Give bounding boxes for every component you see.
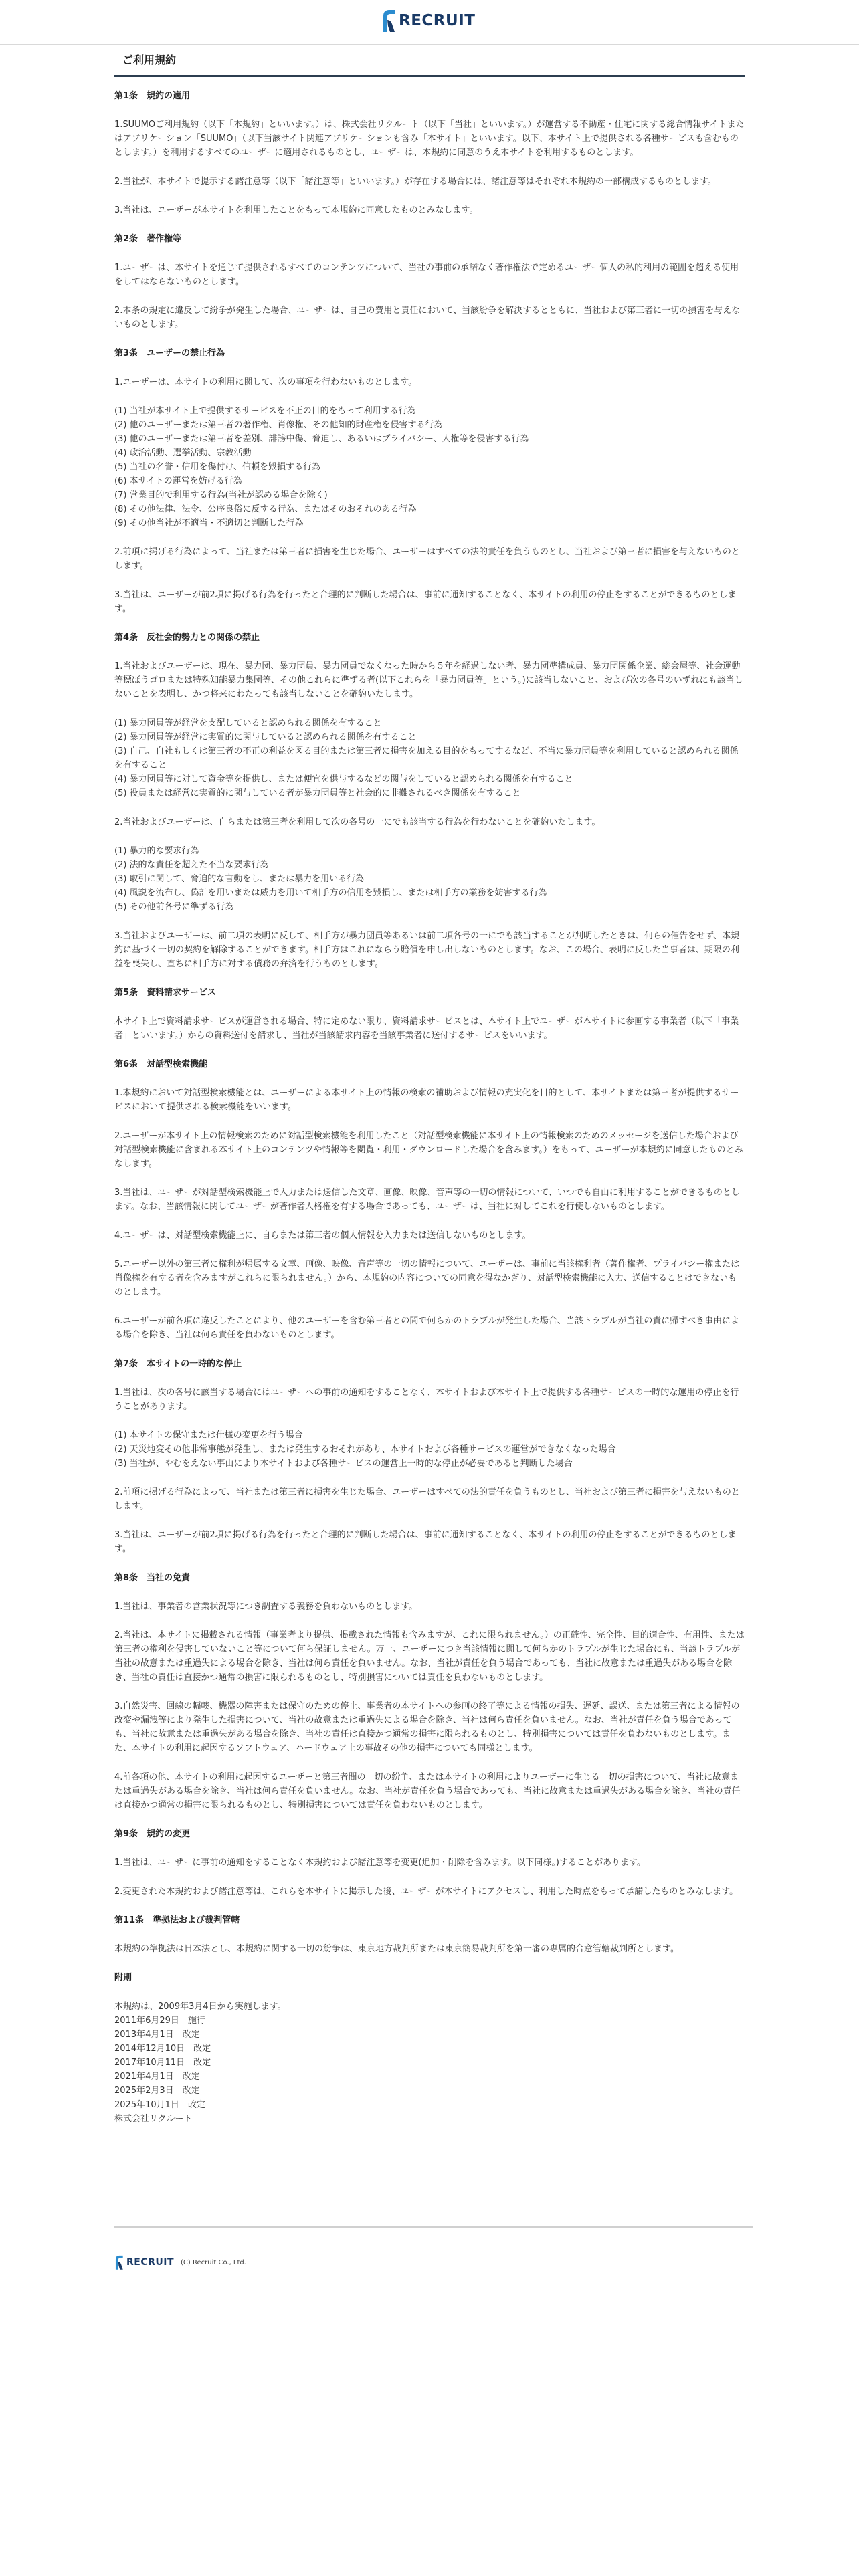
revision-history bbox=[114, 2000, 745, 2126]
paragraph: 本サイト上で資料請求サービスが運営される場合、特に定めない限り、資料請求サービスとは、本サイト上でユーザーが本サイトに参画する事業者（以下「事業者」といいます。）からの資料送付を請求し、当社が当該請求内容を当該事業者に送付するサービスをいいます。 bbox=[114, 1016, 739, 1041]
article-title: 第11条 準拠法および裁判管轄 bbox=[114, 1915, 240, 1925]
copyright-text: (C) Recruit Co., Ltd. bbox=[181, 2258, 246, 2266]
list-item: (2) 天災地変その他非常事態が発生し、または発生するおそれがあり、本サイトおよび各種サービスの運営ができなくなった場合 bbox=[114, 1444, 616, 1455]
supplementary-title: 附則 bbox=[114, 1973, 132, 1983]
paragraph: 3.自然災害、回線の輻輳、機器の障害または保守のための停止、事業者の本サイトへの参画の終了等による情報の損失、遅延、誤送、または第三者による情報の改変や漏洩等により発生した損害について、当社の故意または重過失による場合を除き、当社は何ら責任を負いません。なお、当社が責任を負う場合であっても、当社に故意または重過失がある場合を除き、当社の責任は直接かつ通常の損害に限られるものとし、特別損害については責任を負わないものとします。また、本サイトの利用に起因するソフトウェア、ハードウェア上の事故その他の損害についても同様とします。 bbox=[114, 1701, 740, 1753]
paragraph: 5.ユーザー以外の第三者に権利が帰属する文章、画像、映像、音声等の一切の情報について、ユーザーは、事前に当該権利者（著作権者、プライバシー権または肖像権を有する者を含みますがこれらに限られません。）から、本規約の内容についての同意を得なかぎり、対話型検索機能に入力、送信することはできないものとします。 bbox=[114, 1259, 740, 1297]
paragraph: 1.当社は、次の各号に該当する場合にはユーザーへの事前の通知をすることなく、本サイトおよび本サイト上で提供する各種サービスの一時的な運用の停止を行うことがあります。 bbox=[114, 1388, 739, 1412]
top-header bbox=[0, 0, 859, 45]
paragraph: 2.当社およびユーザーは、自らまたは第三者を利用して次の各号の一にでも該当する行為を行わないことを確約いたします。 bbox=[114, 817, 601, 827]
article-title: 第4条 反社会的勢力との関係の禁止 bbox=[114, 633, 260, 643]
terms-article bbox=[114, 1057, 745, 1342]
footer-logo[interactable] bbox=[114, 2254, 246, 2270]
article-title: 第8条 当社の免責 bbox=[114, 1573, 191, 1583]
paragraph: 3.当社およびユーザーは、前二項の表明に反して、相手方が暴力団員等あるいは前二項各号の一にでも該当することが判明したときは、何らの催告をせず、本規約に基づく一切の契約を解除することができます。相手方はこれにならう賠償を申し出しないものとします。なお、この場合、表明に反した当事者は、期限の利益を喪失し、直ちに相手方に対する債務の弁済を行うものとします。 bbox=[114, 931, 740, 969]
item-list bbox=[114, 404, 745, 530]
terms-article bbox=[114, 1827, 745, 1899]
list-item: (1) 暴力団員等が経営を支配していると認められる関係を有すること bbox=[114, 718, 382, 728]
list-item: (3) 他のユーザーまたは第三者を差別、誹謗中傷、脅迫し、あるいはプライバシー、人権等を侵害する行為 bbox=[114, 434, 529, 444]
footer-logo-text: RECRUIT bbox=[126, 2257, 175, 2268]
list-item: (2) 暴力団員等が経営に実質的に関与していると認められる関係を有すること bbox=[114, 732, 417, 742]
recruit-logo-mark-icon bbox=[114, 2254, 124, 2270]
article-title: 第6条 対話型検索機能 bbox=[114, 1059, 208, 1069]
item-list bbox=[114, 1428, 745, 1471]
list-item: (3) 当社が、やむをえない事由により本サイトおよび各種サービスの運営上一時的な停止が必要であると判断した場合 bbox=[114, 1459, 573, 1469]
terms-article bbox=[114, 89, 745, 217]
revision-line: 2025年10月1日 改定 bbox=[114, 2100, 205, 2110]
revision-line: 株式会社リクルート bbox=[114, 2114, 193, 2124]
terms-article bbox=[114, 1571, 745, 1812]
paragraph: 6.ユーザーが前各項に違反したことにより、他のユーザーを含む第三者との間で何らかのトラブルが発生した場合、当該トラブルが当社の責に帰すべき事由による場合を除き、当社は何ら責任を負わないものとします。 bbox=[114, 1316, 740, 1340]
terms-article bbox=[114, 1357, 745, 1556]
paragraph: 3.当社は、ユーザーが前2項に掲げる行為を行ったと合理的に判断した場合は、事前に通知することなく、本サイトの利用の停止をすることができるものとします。 bbox=[114, 590, 737, 614]
list-item: (3) 取引に関して、脅迫的な言動をし、または暴力を用いる行為 bbox=[114, 874, 365, 884]
recruit-logo-text: RECRUIT bbox=[399, 12, 476, 29]
article-title: 第5条 資料請求サービス bbox=[114, 988, 217, 998]
revision-line: 2014年12月10日 改定 bbox=[114, 2044, 211, 2054]
list-item: (6) 本サイトの運営を妨げる行為 bbox=[114, 476, 242, 486]
list-item: (5) その他前各号に準ずる行為 bbox=[114, 902, 234, 912]
paragraph: 2.当社が、本サイトで提示する諸注意等（以下「諸注意等」といいます。）が存在する場合には、諸注意等はそれぞれ本規約の一部構成するものとします。 bbox=[114, 177, 717, 187]
revision-line: 本規約は、2009年3月4日から実施します。 bbox=[114, 2002, 286, 2012]
paragraph: 1.当社およびユーザーは、現在、暴力団、暴力団員、暴力団員でなくなった時から５年を経過しない者、暴力団準構成員、暴力団関係企業、総会屋等、社会運動等標ぼうゴロまたは特殊知能暴力集団等、その他これらに準ずる者(以下これらを「暴力団員等」という。)に該当しないこと、および次の各号のいずれにも該当しないことを表明し、かつ将来にわたっても該当しないことを確約いたします。 bbox=[114, 661, 743, 700]
list-item: (4) 暴力団員等に対して資金等を提供し、または便宜を供与するなどの関与をしていると認められる関係を有すること bbox=[114, 774, 573, 784]
main-content bbox=[114, 44, 745, 2133]
article-title: 第7条 本サイトの一時的な停止 bbox=[114, 1359, 242, 1369]
list-item: (7) 営業目的で利用する行為(当社が認める場合を除く) bbox=[114, 490, 328, 500]
list-item: (1) 暴力的な要求行為 bbox=[114, 846, 199, 856]
list-item: (1) 本サイトの保守または仕様の変更を行う場合 bbox=[114, 1430, 303, 1440]
recruit-logo[interactable] bbox=[381, 8, 475, 33]
article-title: 第9条 規約の変更 bbox=[114, 1829, 191, 1839]
list-item: (4) 政治活動、選挙活動、宗教活動 bbox=[114, 448, 252, 458]
revision-line: 2017年10月11日 改定 bbox=[114, 2058, 211, 2068]
list-item: (5) 役員または経営に実質的に関与している者が暴力団員等と社会的に非難されるべき関係を有すること bbox=[114, 788, 521, 798]
footer-divider bbox=[114, 2226, 753, 2228]
terms-article bbox=[114, 986, 745, 1043]
terms-article bbox=[114, 631, 745, 971]
article-title: 第1条 規約の適用 bbox=[114, 91, 191, 101]
paragraph: 4.ユーザーは、対話型検索機能上に、自らまたは第三者の個人情報を入力または送信しないものとします。 bbox=[114, 1230, 531, 1241]
paragraph: 2.ユーザーが本サイト上の情報検索のために対話型検索機能を利用したこと（対話型検索機能に本サイト上の情報検索のためのメッセージを送信した場合および対話型検索機能に含まれる本サイト上のコンテンツや情報等を閲覧・利用・ダウンロードした場合を含みます。）をもって、ユーザーが本規約に同意したものとみなします。 bbox=[114, 1131, 743, 1169]
page-title: ご利用規約 bbox=[114, 52, 745, 77]
revision-line: 2011年6月29日 施行 bbox=[114, 2016, 205, 2026]
paragraph: 2.本条の規定に違反して紛争が発生した場合、ユーザーは、自己の費用と責任において、当該紛争を解決するとともに、当社および第三者に一切の損害を与えないものとします。 bbox=[114, 306, 741, 330]
item-list bbox=[114, 844, 745, 914]
paragraph: 2.当社は、本サイトに掲載される情報（事業者より提供、掲載された情報も含みますが、これに限られません。）の正確性、完全性、目的適合性、有用性、または第三者の権利を侵害していないこと等について何ら保証しません。万一、ユーザーにつき当該情報に関して何らかのトラブルが生じた場合にも、当該トラブルが当社の故意または重過失による場合を除き、当社は何ら責任を負いません。なお、当社が責任を負う場合であっても、当社に故意または重過失がある場合を除き、当社の責任は直接かつ通常の損害に限られるものとし、特別損害については責任を負わないものとします。 bbox=[114, 1630, 745, 1683]
paragraph: 2.前項に掲げる行為によって、当社または第三者に損害を生じた場合、ユーザーはすべての法的責任を負うものとし、当社および第三者に損害を与えないものとします。 bbox=[114, 1487, 740, 1511]
supplementary-provisions bbox=[114, 1971, 745, 2126]
paragraph: 1.SUUMOご利用規約（以下「本規約」といいます。）は、株式会社リクルート（以下「当社」といいます。）が運営する不動産・住宅に関する総合情報サイトまたはアプリケーション「SUUMO」（以下当該サイト関連アプリケーションも含み「本サイト」といいます。以下、本サイト上で提供される各種サービスも含むものとします。）を利用するすべてのユーザーに適用されるものとし、ユーザーは、本規約に同意のうえ本サイトを利用するものとします。 bbox=[114, 120, 745, 158]
paragraph: 3.当社は、ユーザーが対話型検索機能上で入力または送信した文章、画像、映像、音声等の一切の情報について、いつでも自由に利用することができるものとします。なお、当該情報に関してユーザーが著作者人格権を有する場合であっても、ユーザーは、当社に対してこれを行使しないものとします。 bbox=[114, 1188, 740, 1212]
revision-line: 2013年4月1日 改定 bbox=[114, 2030, 200, 2040]
paragraph: 3.当社は、ユーザーが前2項に掲げる行為を行ったと合理的に判断した場合は、事前に通知することなく、本サイトの利用の停止をすることができるものとします。 bbox=[114, 1530, 737, 1554]
list-item: (3) 自己、自社もしくは第三者の不正の利益を図る目的または第三者に損害を加える目的をもってするなど、不当に暴力団員等を利用していると認められる関係を有すること bbox=[114, 746, 739, 770]
revision-line: 2025年2月3日 改定 bbox=[114, 2086, 200, 2096]
item-list bbox=[114, 716, 745, 800]
paragraph: 1.ユーザーは、本サイトを通じて提供されるすべてのコンテンツについて、当社の事前の承諾なく著作権法で定めるユーザー個人の私的利用の範囲を超える使用をしてはならないものとします。 bbox=[114, 263, 739, 287]
terms-body bbox=[114, 77, 745, 2126]
paragraph: 3.当社は、ユーザーが本サイトを利用したことをもって本規約に同意したものとみなします。 bbox=[114, 205, 478, 215]
list-item: (2) 他のユーザーまたは第三者の著作権、肖像権、その他知的財産権を侵害する行為 bbox=[114, 420, 443, 430]
list-item: (4) 風説を流布し、偽計を用いまたは威力を用いて相手方の信用を毀損し、または相手方の業務を妨害する行為 bbox=[114, 888, 547, 898]
paragraph: 2.変更された本規約および諸注意等は、これらを本サイトに掲示した後、ユーザーが本サイトにアクセスし、利用した時点をもって承諾したものとみなします。 bbox=[114, 1887, 739, 1897]
paragraph: 2.前項に掲げる行為によって、当社または第三者に損害を生じた場合、ユーザーはすべての法的責任を負うものとし、当社および第三者に損害を与えないものとします。 bbox=[114, 547, 740, 571]
paragraph: 1.当社は、ユーザーに事前の通知をすることなく本規約および諸注意等を変更(追加・削除を含みます。以下同様。)することがあります。 bbox=[114, 1858, 646, 1868]
paragraph: 4.前各項の他、本サイトの利用に起因するユーザーと第三者間の一切の紛争、または本サイトの利用によりユーザーに生じる一切の損害について、当社に故意または重過失がある場合を除き、当社は何ら責任を負いません。なお、当社が責任を負う場合であっても、当社に故意または重過失がある場合を除き、当社の責任は直接かつ通常の損害に限られるものとし、特別損害については責任を負わないものとします。 bbox=[114, 1772, 741, 1810]
paragraph: 1.ユーザーは、本サイトの利用に関して、次の事項を行わないものとします。 bbox=[114, 377, 417, 387]
paragraph: 本規約の準拠法は日本法とし、本規約に関する一切の紛争は、東京地方裁判所または東京簡易裁判所を第一審の専属的合意管轄裁判所とします。 bbox=[114, 1944, 679, 1954]
article-title: 第3条 ユーザーの禁止行為 bbox=[114, 348, 225, 358]
list-item: (9) その他当社が不適当・不適切と判断した行為 bbox=[114, 518, 304, 528]
terms-article bbox=[114, 346, 745, 616]
list-item: (2) 法的な責任を超えた不当な要求行為 bbox=[114, 860, 269, 870]
recruit-logo-mark-icon bbox=[381, 8, 396, 33]
list-item: (1) 当社が本サイト上で提供するサービスを不正の目的をもって利用する行為 bbox=[114, 406, 416, 416]
terms-article bbox=[114, 1913, 745, 1956]
list-item: (5) 当社の名誉・信用を傷付け、信頼を毀損する行為 bbox=[114, 462, 321, 472]
paragraph: 1.当社は、事業者の営業状況等につき調査する義務を負わないものとします。 bbox=[114, 1602, 418, 1612]
terms-article bbox=[114, 232, 745, 332]
revision-line: 2021年4月1日 改定 bbox=[114, 2072, 200, 2082]
article-title: 第2条 著作権等 bbox=[114, 234, 182, 244]
list-item: (8) その他法律、法令、公序良俗に反する行為、またはそのおそれのある行為 bbox=[114, 504, 417, 514]
paragraph: 1.本規約において対話型検索機能とは、ユーザーによる本サイト上の情報の検索の補助および情報の充実化を目的として、本サイトまたは第三者が提供するサービスにおいて提供される検索機能をいいます。 bbox=[114, 1088, 739, 1112]
